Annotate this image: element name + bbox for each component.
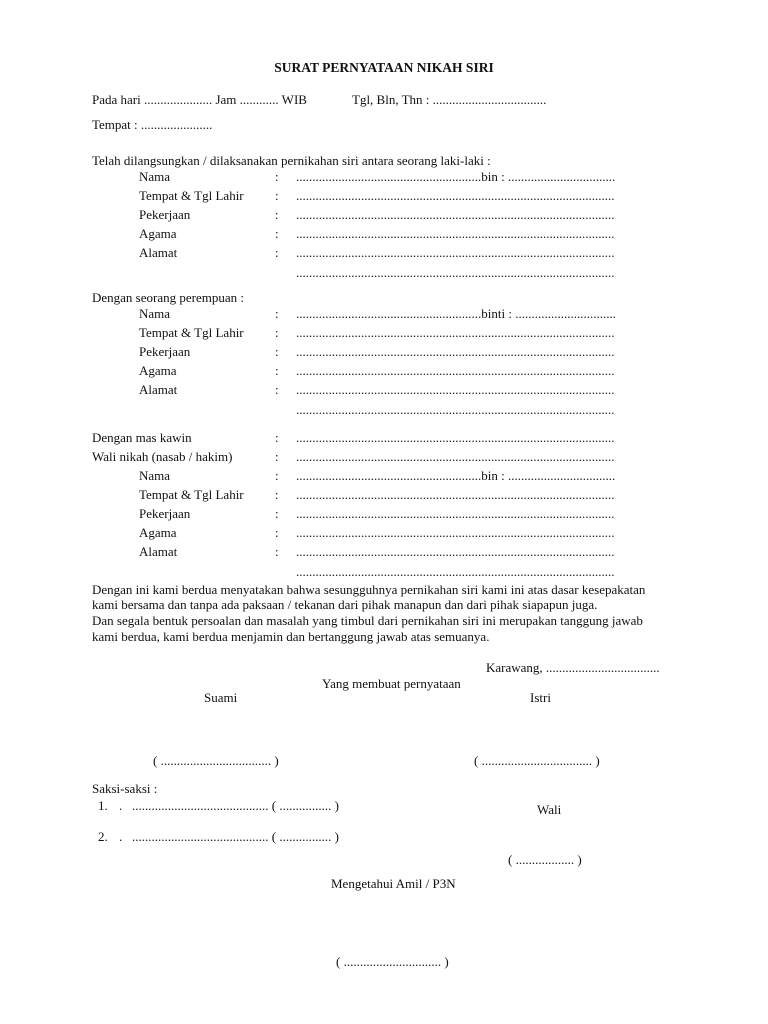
mas-kawin-colon: : bbox=[275, 430, 279, 445]
groom-ttl-label: Tempat & Tgl Lahir bbox=[139, 188, 244, 203]
signature-heading: Yang membuat pernyataan bbox=[322, 676, 461, 691]
bride-nama-colon: : bbox=[275, 306, 279, 321]
groom-pekerjaan-colon: : bbox=[275, 207, 279, 222]
place-date: Karawang, ................................... bbox=[486, 660, 660, 675]
wali-nikah-label: Wali nikah (nasab / hakim) bbox=[92, 449, 233, 464]
wali-alamat-label: Alamat bbox=[139, 544, 178, 559]
bride-agama-label: Agama bbox=[139, 363, 177, 378]
wali-nikah-value: .................................................................................................. bbox=[296, 449, 615, 464]
wali-ttl-colon: : bbox=[275, 487, 279, 502]
groom-alamat-value: .................................................................................................. bbox=[296, 245, 615, 260]
wali-nikah-colon: : bbox=[275, 449, 279, 464]
istri-signature-blank: ( .................................. ) bbox=[474, 753, 600, 768]
groom-alamat-colon: : bbox=[275, 245, 279, 260]
wali-nama-label: Nama bbox=[139, 468, 171, 483]
statement-line-4: kami berdua, kami berdua menjamin dan bertanggung jawab atas semuanya. bbox=[92, 629, 490, 644]
groom-alamat-label: Alamat bbox=[139, 245, 178, 260]
page-title: SURAT PERNYATAAN NIKAH SIRI bbox=[274, 60, 494, 75]
wali-ttl-label: Tempat & Tgl Lahir bbox=[139, 487, 244, 502]
bride-nama-label: Nama bbox=[139, 306, 171, 321]
groom-ttl-value: .................................................................................................. bbox=[296, 188, 615, 203]
groom-pekerjaan-value: .................................................................................................. bbox=[296, 207, 615, 222]
bride-intro: Dengan seorang perempuan : bbox=[92, 290, 244, 305]
bride-alamat-continuation: .................................................................................................. bbox=[296, 402, 615, 417]
groom-nama-value: .........................................................bin : ................................. bbox=[296, 169, 616, 184]
saksi-2-number: 2. bbox=[98, 829, 108, 844]
wali-signature-blank: ( .................. ) bbox=[508, 852, 582, 867]
wali-alamat-colon: : bbox=[275, 544, 279, 559]
bride-ttl-colon: : bbox=[275, 325, 279, 340]
tanggal-field: Tgl, Bln, Thn : ................................... bbox=[352, 92, 547, 107]
bride-agama-colon: : bbox=[275, 363, 279, 378]
groom-nama-colon: : bbox=[275, 169, 279, 184]
bride-pekerjaan-label: Pekerjaan bbox=[139, 344, 191, 359]
amil-signature-blank: ( .............................. ) bbox=[336, 954, 449, 969]
pada-hari-field: Pada hari ..................... Jam ............ WIB bbox=[92, 92, 307, 107]
bride-ttl-value: .................................................................................................. bbox=[296, 325, 615, 340]
wali-agama-label: Agama bbox=[139, 525, 177, 540]
saksi-heading: Saksi-saksi : bbox=[92, 781, 158, 796]
bride-ttl-label: Tempat & Tgl Lahir bbox=[139, 325, 244, 340]
wali-ttl-value: .................................................................................................. bbox=[296, 487, 615, 502]
bride-alamat-colon: : bbox=[275, 382, 279, 397]
saksi-1-line: .......................................... ( ................ ) bbox=[132, 798, 339, 813]
istri-label: Istri bbox=[530, 690, 551, 705]
bride-nama-value: .........................................................binti : ............................... bbox=[296, 306, 616, 321]
saksi-1-number: 1. bbox=[98, 798, 108, 813]
groom-intro: Telah dilangsungkan / dilaksanakan pernikahan siri antara seorang laki-laki : bbox=[92, 153, 491, 168]
statement-line-3: Dan segala bentuk persoalan dan masalah yang timbul dari pernikahan siri ini merupakan tanggung jawab bbox=[92, 613, 643, 628]
saksi-1-dot: . bbox=[119, 798, 123, 813]
bride-pekerjaan-colon: : bbox=[275, 344, 279, 359]
groom-pekerjaan-label: Pekerjaan bbox=[139, 207, 191, 222]
wali-nama-colon: : bbox=[275, 468, 279, 483]
tempat-field: Tempat : ...................... bbox=[92, 117, 213, 132]
bride-agama-value: .................................................................................................. bbox=[296, 363, 615, 378]
wali-agama-value: .................................................................................................. bbox=[296, 525, 615, 540]
wali-pekerjaan-colon: : bbox=[275, 506, 279, 521]
groom-agama-label: Agama bbox=[139, 226, 177, 241]
wali-pekerjaan-value: .................................................................................................. bbox=[296, 506, 615, 521]
wali-nama-value: .........................................................bin : ................................. bbox=[296, 468, 616, 483]
suami-signature-blank: ( .................................. ) bbox=[153, 753, 279, 768]
amil-label: Mengetahui Amil / P3N bbox=[331, 876, 456, 891]
saksi-2-line: .......................................... ( ................ ) bbox=[132, 829, 339, 844]
groom-agama-colon: : bbox=[275, 226, 279, 241]
groom-nama-label: Nama bbox=[139, 169, 171, 184]
mas-kawin-value: .................................................................................................. bbox=[296, 430, 615, 445]
bride-alamat-label: Alamat bbox=[139, 382, 178, 397]
wali-sign-label: Wali bbox=[537, 802, 562, 817]
wali-alamat-continuation: .................................................................................................. bbox=[296, 564, 615, 579]
statement-line-1: Dengan ini kami berdua menyatakan bahwa sesungguhnya pernikahan siri kami ini atas dasar kesepakatan bbox=[92, 582, 646, 597]
saksi-2-dot: . bbox=[119, 829, 123, 844]
groom-agama-value: .................................................................................................. bbox=[296, 226, 615, 241]
suami-label: Suami bbox=[204, 690, 238, 705]
wali-alamat-value: .................................................................................................. bbox=[296, 544, 615, 559]
wali-pekerjaan-label: Pekerjaan bbox=[139, 506, 191, 521]
groom-ttl-colon: : bbox=[275, 188, 279, 203]
wali-agama-colon: : bbox=[275, 525, 279, 540]
bride-pekerjaan-value: .................................................................................................. bbox=[296, 344, 615, 359]
statement-line-2: kami bersama dan tanpa ada paksaan / tekanan dari pihak manapun dan dari pihak siapapun juga. bbox=[92, 597, 598, 612]
groom-alamat-continuation: .................................................................................................. bbox=[296, 265, 615, 280]
bride-alamat-value: .................................................................................................. bbox=[296, 382, 615, 397]
mas-kawin-label: Dengan mas kawin bbox=[92, 430, 192, 445]
